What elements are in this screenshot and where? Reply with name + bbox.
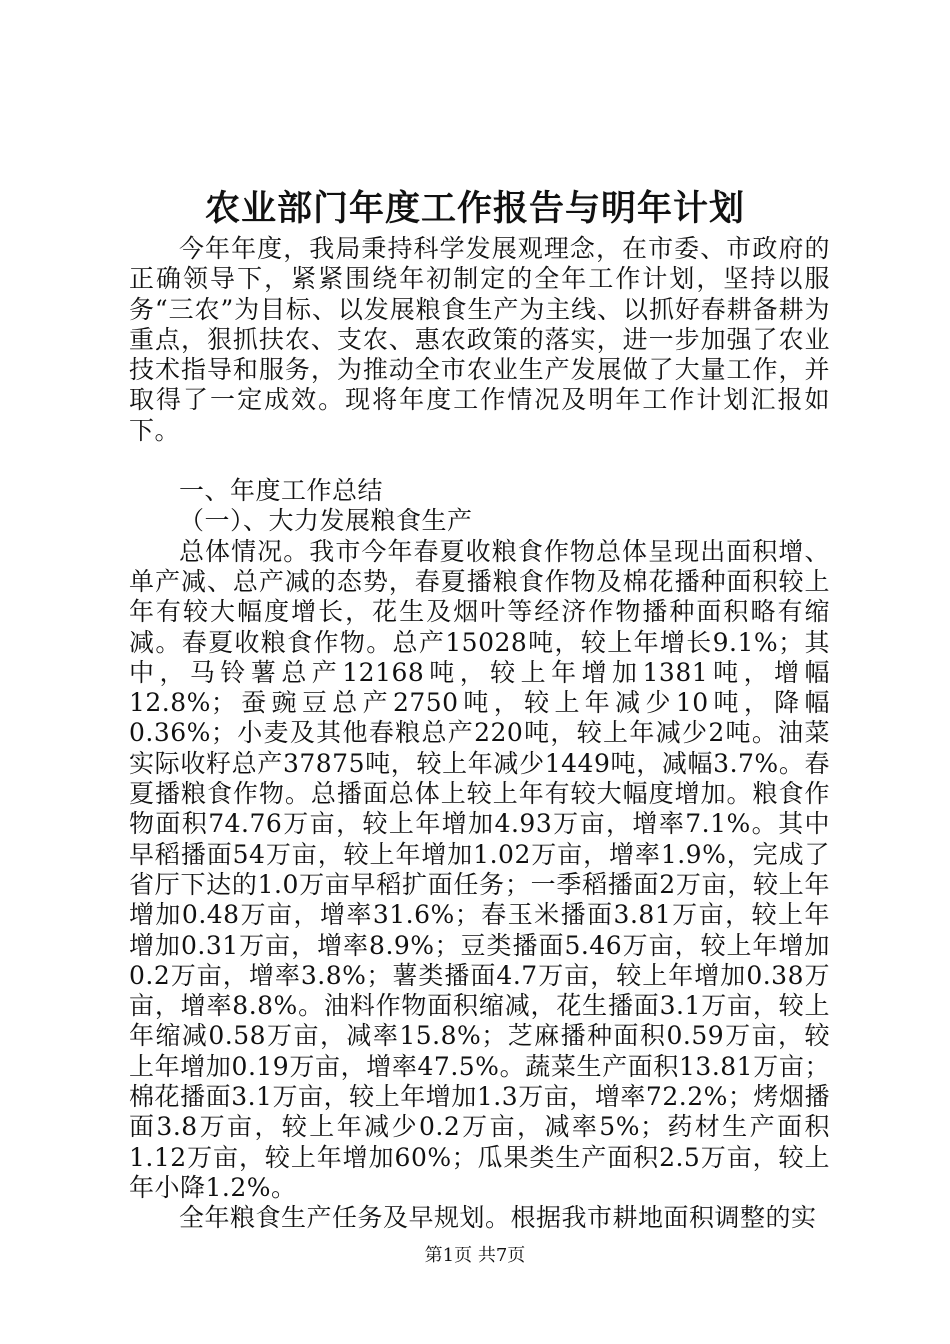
document-body [129,234,830,1234]
section-heading: 一、年度工作总结 [179,476,384,506]
page-number-footer: 第1页 共7页 [424,1245,526,1266]
intro-paragraph: 今年年度，我局秉持科学发展观理念，在市委、市政府的正确领导下，紧紧围绕年初制定的全年工作计划，坚持以服务“三农”为目标、以发展粮食生产为主线、以抓好春耕备耕为重点，狠抓扶农、支农、惠农政策的落实，进一步加强了农业技术指导和服务，为推动全市农业生产发展做了大量工作，并取得了一定成效。现将年度工作情况及明年工作计划汇报如下。 [129,234,830,445]
overall-situation-paragraph: 总体情况。我市今年春夏收粮食作物总体呈现出面积增、单产减、总产减的态势，春夏播粮食作物及棉花播种面积较上年有较大幅度增长，花生及烟叶等经济作物播种面积略有缩减。春夏收粮食作物。总产15028吨，较上年增长9.1%；其中，马铃薯总产12168吨，较上年增加1381吨，增幅12.8%；蚕豌豆总产2750吨，较上年减少10吨，降幅0.36%；小麦及其他春粮总产220吨，较上年减少2吨。油菜实际收籽总产37875吨，较上年减少1449吨，减幅3.7%。春夏播粮食作物。总播面总体上较上年有较大幅度增加。粮食作物面积74.76万亩，较上年增加4.93万亩，增率7.1%。其中早稻播面54万亩，较上年增加1.02万亩，增率1.9%，完成了省厅下达的1.0万亩早稻扩面任务；一季稻播面2万亩，较上年增加0.48万亩，增率31.6%；春玉米播面3.81万亩，较上年增加0.31万亩，增率8.9%；豆类播面5.46万亩，较上年增加0.2万亩，增率3.8%；薯类播面4.7万亩，较上年增加0.38万亩，增率8.8%。油料作物面积缩减，花生播面3.1万亩，较上年缩减0.58万亩，减率15.8%；芝麻播种面积0.59万亩，较上年增加0.19万亩，增率47.5%。蔬菜生产面积13.81万亩；棉花播面3.1万亩，较上年增加1.3万亩，增率72.2%；烤烟播面3.8万亩，较上年减少0.2万亩，减率5%；药材生产面积1.12万亩，较上年增加60%；瓜果类生产面积2.5万亩，较上年小降1.2%。 [129,536,830,1202]
plan-paragraph: 全年粮食生产任务及早规划。根据我市耕地面积调整的实 [179,1203,817,1233]
document-title: 农业部门年度工作报告与明年计划 [204,189,745,229]
subsection-heading: （一）、大力发展粮食生产 [179,506,473,536]
